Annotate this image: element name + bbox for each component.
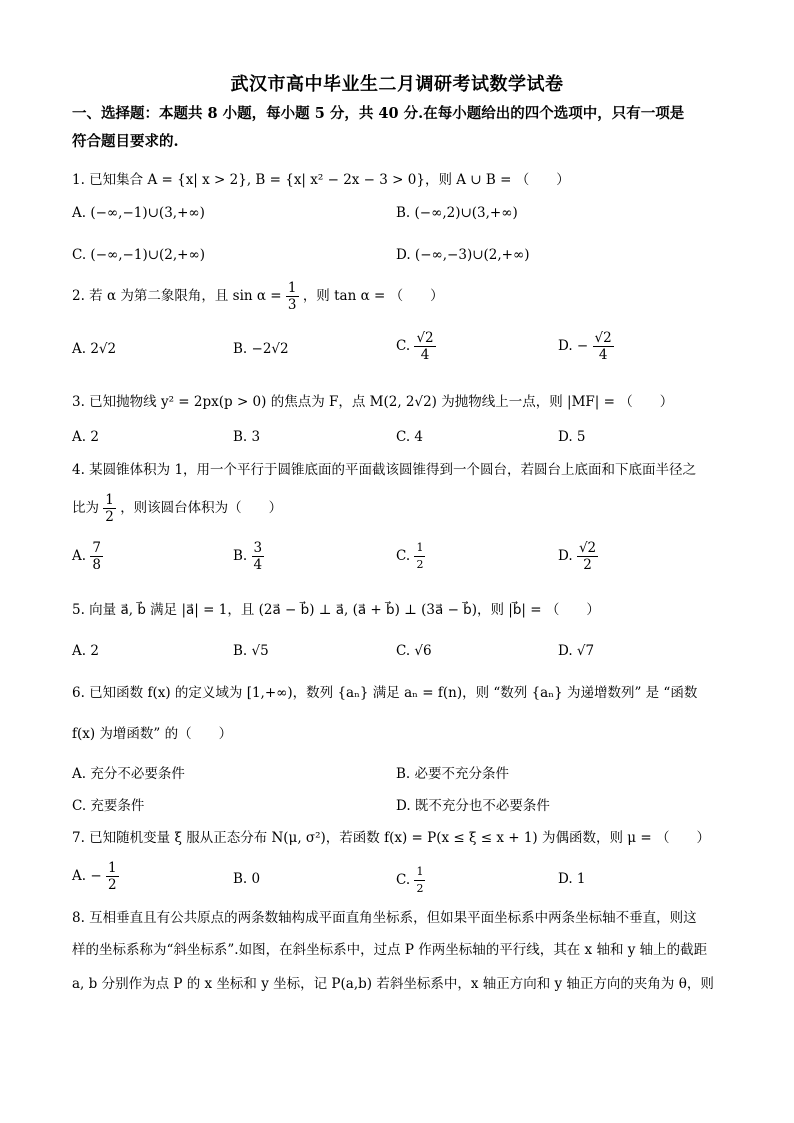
q4-stem-part2: ，则该圆台体积为（ ） [120,500,283,516]
q2-option-b: B. −2√2 [233,341,289,357]
q1-option-b: B. (−∞,2)∪(3,+∞) [396,205,518,221]
q6-option-d: D. 既不充分也不必要条件 [396,798,550,814]
q2-c-den: 4 [420,347,430,363]
q2-stem-fraction [286,280,299,313]
q7-option-c-fraction [414,864,425,897]
q4-option-c-label: C. [396,548,411,564]
q4-d-num: √2 [578,540,597,556]
exam-title: 武汉市高中毕业生二月调研考试数学试卷 [230,74,564,95]
q7-option-a [72,860,119,893]
q6-option-b: B. 必要不充分条件 [396,766,510,782]
q4-c-num: 1 [414,540,425,557]
q7-option-a-fraction [106,860,119,893]
q1-stem: 1. 已知集合 A = {x| x > 2}, B = {x| x² − 2x − 3 > 0}，则 A ∪ B = （ ） [72,172,570,188]
q1-option-a: A. (−∞,−1)∪(3,+∞) [72,205,205,221]
q5-stem: 5. 向量 a⃗, b⃗ 满足 |a⃗| = 1，且 (2a⃗ − b⃗) ⊥ a⃗, (a⃗ + b⃗) ⊥ (3a⃗ − b⃗)，则 |b⃗| = （ ） [72,602,600,618]
section-heading-line1: 一、选择题：本题共 8 小题，每小题 5 分，共 40 分.在每小题给出的四个选项中，只有一项是 [72,105,685,122]
q8-line2: 样的坐标系称为“斜坐标系”.如图，在斜坐标系中，过点 P 作两坐标轴的平行线，其在 x 轴和 y 轴上的截距 [72,942,708,958]
q4-a-num: 7 [92,540,101,556]
q5-option-b: B. √5 [233,643,269,659]
q5-option-a: A. 2 [72,643,99,659]
q4-option-c-fraction [414,540,425,573]
q4-option-b [233,540,264,573]
q7-stem: 7. 已知随机变量 ξ 服从正态分布 N(μ, σ²)，若函数 f(x) = P(x ≤ ξ ≤ x + 1) 为偶函数，则 μ = （ ） [72,830,710,846]
q4-d-den: 2 [583,557,592,573]
q7-option-a-label: A. − [72,868,102,884]
q2-c-num: √2 [416,330,434,346]
q6-option-a: A. 充分不必要条件 [72,766,185,782]
q3-option-b: B. 3 [233,429,261,445]
q5-option-c: C. √6 [396,643,432,659]
q2-stem-part2: ，则 tan α = （ ） [302,288,444,304]
q4-option-a [72,540,103,573]
q4-stem-line2 [72,492,282,525]
q4-b-den: 4 [253,557,263,573]
q4-option-b-fraction [252,540,265,573]
q2-option-c-fraction [414,330,435,363]
q6-option-c: C. 充要条件 [72,798,145,814]
q2-frac-den: 3 [287,297,297,313]
q4-stem-line1: 4. 某圆锥体积为 1，用一个平行于圆锥底面的平面截该圆锥得到一个圆台，若圆台上底面和下底面半径之 [72,462,697,478]
q4-option-a-fraction [90,540,103,573]
q7-c-num: 1 [414,864,425,881]
section-heading-line2: 符合题目要求的. [72,133,179,150]
q6-stem-line1: 6. 已知函数 f(x) 的定义域为 [1,+∞)，数列 {aₙ} 满足 aₙ = f(n)，则 “数列 {aₙ} 为递增数列” 是 “函数 [72,685,698,701]
q4-option-d-fraction [577,540,598,573]
q4-option-b-label: B. [233,548,248,564]
q4-b-num: 3 [253,540,263,556]
q7-a-num: 1 [107,860,117,876]
q2-d-den: 4 [598,347,608,363]
q7-a-den: 2 [107,877,117,893]
q4-option-d [558,540,598,573]
q3-option-c: C. 4 [396,429,424,445]
q6-stem-line2: f(x) 为增函数” 的（ ） [72,726,233,742]
q3-stem: 3. 已知抛物线 y² = 2px(p > 0) 的焦点为 F，点 M(2, 2√2) 为抛物线上一点，则 |MF| = （ ） [72,394,674,410]
q1-option-c: C. (−∞,−1)∪(2,+∞) [72,247,205,263]
q4-a-den: 8 [92,557,101,573]
q7-c-den: 2 [416,882,424,895]
q4-option-d-label: D. [558,548,573,564]
q4-stem-part1: 比为 [72,500,99,516]
q7-option-c [396,864,425,897]
q4-frac-den: 2 [105,509,114,525]
q4-stem-fraction [103,492,116,525]
q2-d-num: √2 [594,330,612,346]
q7-option-b: B. 0 [233,871,261,887]
q3-option-d: D. 5 [558,429,586,445]
q4-c-den: 2 [416,558,424,571]
q1-option-d: D. (−∞,−3)∪(2,+∞) [396,247,530,263]
q2-frac-num: 1 [287,280,297,296]
q2-option-d-label: D. − [558,338,589,354]
q2-option-d-fraction [593,330,614,363]
q7-option-c-label: C. [396,872,411,888]
q3-option-a: A. 2 [72,429,99,445]
q2-option-a: A. 2√2 [72,341,117,357]
q2-stem-part1: 2. 若 α 为第二象限角，且 sin α = [72,288,282,304]
q8-line1: 8. 互相垂直且有公共原点的两条数轴构成平面直角坐标系，但如果平面坐标系中两条坐标轴不垂直，则这 [72,910,697,926]
q4-option-c [396,540,425,573]
q2-option-c-label: C. [396,338,411,354]
q7-option-d: D. 1 [558,871,586,887]
q4-frac-num: 1 [105,492,114,508]
q5-option-d: D. √7 [558,643,595,659]
q4-option-a-label: A. [72,548,87,564]
q8-line3: a, b 分别作为点 P 的 x 坐标和 y 坐标，记 P(a,b) 若斜坐标系中，x 轴正方向和 y 轴正方向的夹角为 θ，则 [72,976,714,992]
q2-stem [72,280,444,313]
q2-option-c [396,330,436,363]
q2-option-d [558,330,614,363]
